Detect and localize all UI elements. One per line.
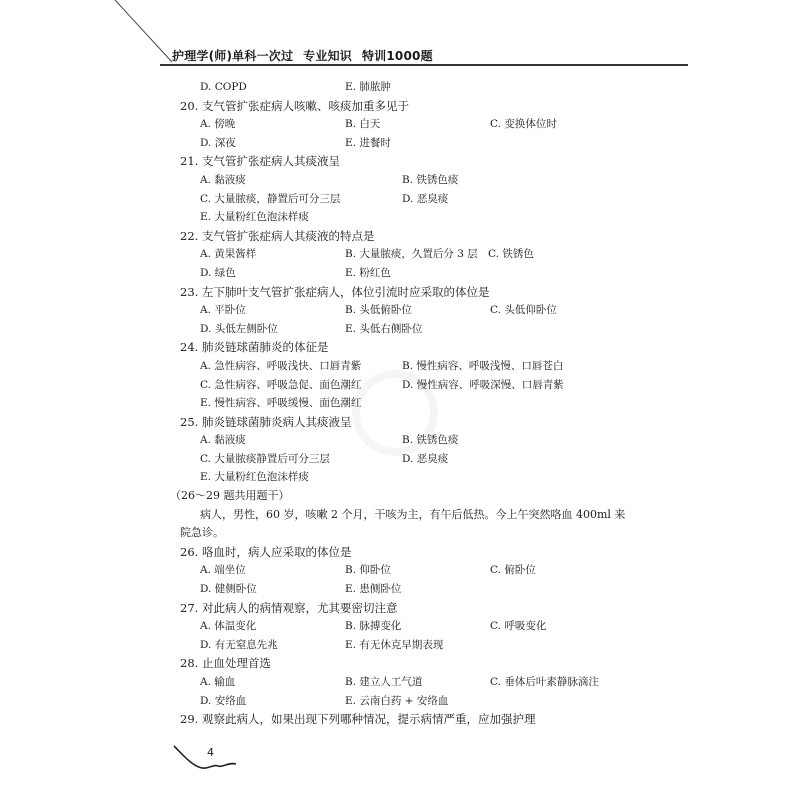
book-title: 护理学(师)单科一次过 bbox=[172, 49, 294, 63]
question-list bbox=[170, 78, 680, 729]
q23-option-e: E. 头低右侧卧位 bbox=[345, 322, 423, 335]
page-number: 4 bbox=[207, 746, 214, 759]
q26-options-abc bbox=[180, 561, 680, 580]
q26-options-de bbox=[180, 580, 680, 599]
q21-options-ab bbox=[180, 171, 680, 190]
q22-stem: 22. 支气管扩张症病人其痰液的特点是 bbox=[180, 228, 375, 243]
q26-option-b: B. 仰卧位 bbox=[345, 564, 391, 577]
q22-option-c: C. 铁锈色 bbox=[488, 248, 534, 261]
q23-stem: 23. 左下肺叶支气管扩张症病人，体位引流时应采取的体位是 bbox=[180, 284, 490, 299]
q21-option-b: B. 铁锈色痰 bbox=[402, 173, 459, 186]
q20-options-de bbox=[180, 134, 680, 153]
q29-stem: 29. 观察此病人，如果出现下列哪种情况，提示病情严重，应加强护理 bbox=[180, 712, 536, 727]
q21-option-d: D. 恶臭痰 bbox=[402, 192, 449, 205]
shared-stem-note: （26～29 题共用题干） bbox=[170, 489, 290, 503]
q24-option-a: A. 急性病容、呼吸浅快、口唇青紫 bbox=[200, 359, 362, 372]
q24-option-d: D. 慢性病容、呼吸深慢、口唇青紫 bbox=[402, 378, 564, 391]
q20-stem: 20. 支气管扩张症病人咳嗽、咳痰加重多见于 bbox=[180, 98, 409, 113]
q23-option-d: D. 头低左侧卧位 bbox=[200, 322, 278, 335]
q21-stem: 21. 支气管扩张症病人其痰液呈 bbox=[180, 154, 340, 169]
q26-stem: 26. 咯血时，病人应采取的体位是 bbox=[180, 544, 352, 559]
q21-options-e bbox=[180, 208, 680, 227]
q24-options-e bbox=[180, 394, 680, 413]
q28-options-abc bbox=[180, 673, 680, 692]
q23-option-b: B. 头低俯卧位 bbox=[345, 304, 412, 317]
q22-option-d: D. 绿色 bbox=[200, 266, 236, 279]
q22-options-de bbox=[180, 264, 680, 283]
q28-option-e: E. 云南白药 + 安络血 bbox=[345, 694, 449, 707]
case-stem-line-1: 病人，男性，60 岁，咳嗽 2 个月，干咳为主，有午后低热。今上午突然咯血 400ml 来 bbox=[200, 507, 626, 521]
q20-option-b: B. 白天 bbox=[345, 118, 381, 131]
series-title: 特训1000题 bbox=[361, 49, 433, 63]
section-title: 专业知识 bbox=[303, 49, 352, 63]
q27-options-de bbox=[180, 636, 680, 655]
q20-option-c: C. 变换体位时 bbox=[490, 118, 557, 131]
q20-option-d: D. 深夜 bbox=[200, 136, 236, 149]
q24-option-b: B. 慢性病容、呼吸浅慢、口唇苍白 bbox=[402, 359, 564, 372]
q20-option-a: A. 傍晚 bbox=[200, 118, 236, 131]
q25-stem: 25. 肺炎链球菌肺炎病人其痰液呈 bbox=[180, 414, 352, 429]
q25-option-d: D. 恶臭痰 bbox=[402, 452, 449, 465]
q26-option-e: E. 患侧卧位 bbox=[345, 583, 402, 596]
q24-option-e: E. 慢性病容、呼吸缓慢、面色潮红 bbox=[200, 397, 362, 410]
q25-option-c: C. 大量脓痰静置后可分三层 bbox=[200, 452, 330, 465]
q25-option-e: E. 大量粉红色泡沫样痰 bbox=[200, 471, 309, 484]
q28-option-d: D. 安络血 bbox=[200, 694, 247, 707]
q27-stem: 27. 对此病人的病情观察，尤其要密切注意 bbox=[180, 600, 398, 615]
q26-option-a: A. 端坐位 bbox=[200, 564, 246, 577]
q24-option-c: C. 急性病容、呼吸急促、面色潮红 bbox=[200, 378, 362, 391]
q26-option-c: C. 俯卧位 bbox=[490, 564, 536, 577]
q22-options-abc bbox=[180, 245, 680, 264]
q25-options-ab bbox=[180, 431, 680, 450]
q23-options-abc bbox=[180, 301, 680, 320]
q21-option-c: C. 大量脓痰，静置后可分三层 bbox=[200, 192, 341, 205]
q25-options-cd bbox=[180, 450, 680, 469]
q24-options-ab bbox=[180, 357, 680, 376]
q23-option-a: A. 平卧位 bbox=[200, 304, 246, 317]
q23-option-c: C. 头低仰卧位 bbox=[490, 304, 557, 317]
q23-options-de bbox=[180, 320, 680, 339]
q27-option-d: D. 有无窒息先兆 bbox=[200, 638, 278, 651]
q28-options-de bbox=[180, 692, 680, 711]
q19-option-e: E. 肺脓肿 bbox=[345, 81, 391, 93]
q28-option-a: A. 输血 bbox=[200, 676, 236, 688]
q24-stem: 24. 肺炎链球菌肺炎的体征是 bbox=[180, 340, 329, 355]
q21-option-a: A. 黏液痰 bbox=[200, 173, 246, 186]
q19-option-d: D. COPD bbox=[200, 81, 247, 93]
q21-options-cd bbox=[180, 190, 680, 209]
q27-option-b: B. 脉搏变化 bbox=[345, 620, 402, 633]
q27-option-e: E. 有无休克早期表现 bbox=[345, 638, 444, 651]
q19-options-de bbox=[180, 78, 680, 97]
q28-option-c: C. 垂体后叶素静脉滴注 bbox=[490, 676, 599, 688]
case-stem-line-2: 院急诊。 bbox=[180, 526, 224, 540]
q21-option-e: E. 大量粉红色泡沫样痰 bbox=[200, 211, 309, 224]
q27-option-a: A. 体温变化 bbox=[200, 620, 257, 633]
q22-option-e: E. 粉红色 bbox=[345, 266, 391, 279]
q25-option-a: A. 黏液痰 bbox=[200, 434, 246, 447]
q20-options-abc bbox=[180, 115, 680, 134]
q25-option-b: B. 铁锈色痰 bbox=[402, 434, 459, 447]
q27-options-abc bbox=[180, 617, 680, 636]
q26-option-d: D. 健侧卧位 bbox=[200, 583, 257, 596]
header-rule bbox=[160, 64, 688, 66]
header-decoration bbox=[0, 0, 800, 80]
q22-option-a: A. 黄果酱样 bbox=[200, 248, 257, 261]
q20-option-e: E. 进餐时 bbox=[345, 136, 391, 149]
q28-option-b: B. 建立人工气道 bbox=[345, 676, 423, 688]
running-header bbox=[172, 47, 433, 64]
q22-option-b: B. 大量脓痰，久置后分 3 层 bbox=[345, 248, 478, 261]
q27-option-c: C. 呼吸变化 bbox=[490, 620, 547, 633]
q28-stem: 28. 止血处理首选 bbox=[180, 656, 271, 671]
q25-options-e bbox=[180, 468, 680, 487]
q24-options-cd bbox=[180, 376, 680, 395]
